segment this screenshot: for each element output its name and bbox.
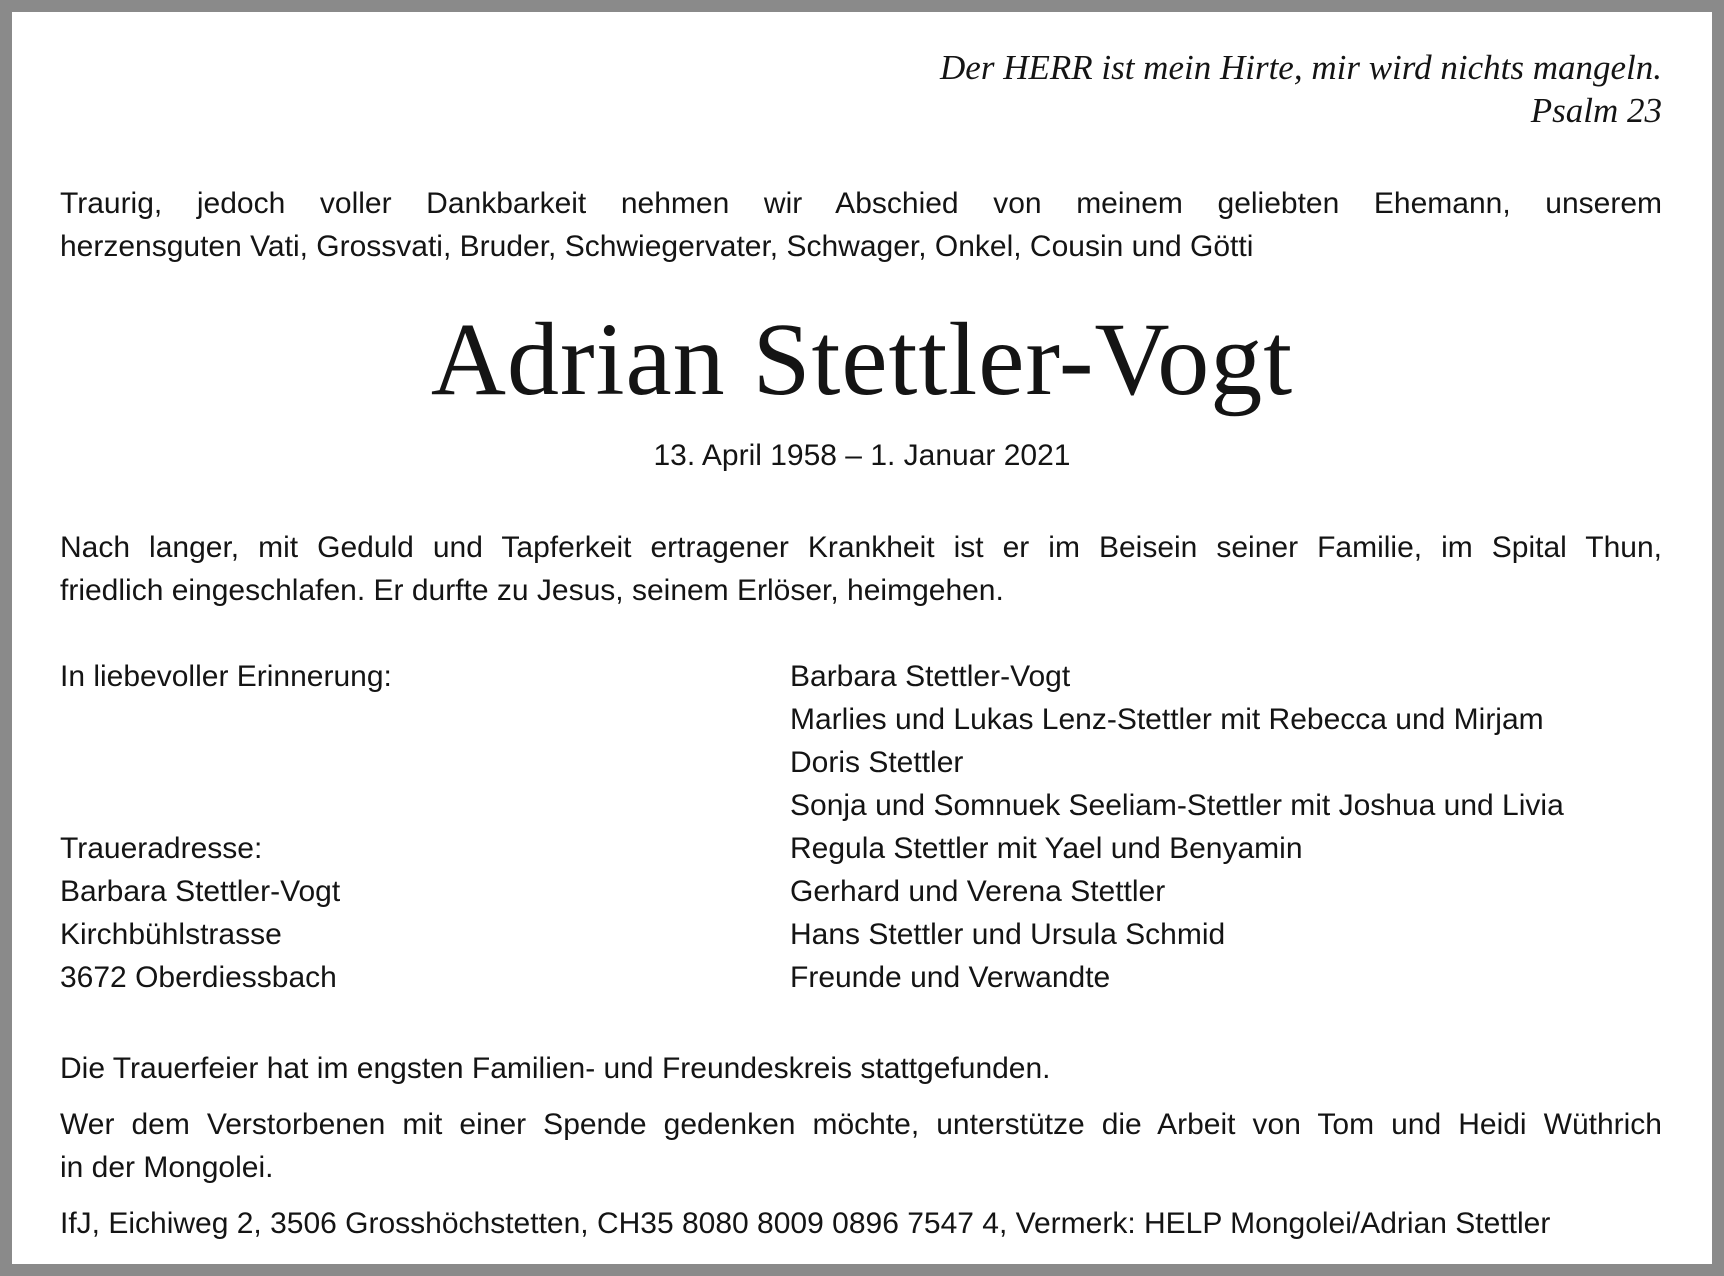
intro-paragraph (60, 182, 1662, 268)
life-dates: 13. April 1958 – 1. Januar 2021 (653, 439, 1071, 472)
address-city: 3672 Oberdiessbach (60, 961, 337, 994)
donation-line-1: Wer dem Verstorbenen mit einer Spende gedenken möchte, unterstütze die Arbeit von Tom und Heidi Wüthrich (60, 1108, 1662, 1141)
passing-line-1: Nach langer, mit Geduld und Tapferkeit ertragener Krankheit ist er im Beisein seiner Familie, im Spital Thun, (60, 531, 1662, 564)
list-item: Doris Stettler (790, 746, 964, 779)
list-item: Gerhard und Verena Stettler (790, 875, 1166, 908)
list-item: Barbara Stettler-Vogt (790, 660, 1071, 693)
verse-reference: Psalm 23 (1530, 91, 1662, 130)
obituary-notice (12, 12, 1712, 1264)
donation-paragraph (60, 1103, 1662, 1189)
address-street: Kirchbühlstrasse (60, 918, 282, 951)
verse-text: Der HERR ist mein Hirte, mir wird nichts mangeln. (940, 48, 1662, 87)
deceased-name: Adrian Stettler-Vogt (430, 302, 1294, 417)
intro-line-1: Traurig, jedoch voller Dankbarkeit nehmen wir Abschied von meinem geliebten Ehemann, unserem (60, 187, 1662, 220)
list-item: Sonja und Somnuek Seeliam-Stettler mit Joshua und Livia (790, 789, 1564, 822)
intro-line-2: herzensguten Vati, Grossvati, Bruder, Schwiegervater, Schwager, Onkel, Cousin und Götti (60, 230, 1254, 263)
list-item: Marlies und Lukas Lenz-Stettler mit Rebecca und Mirjam (790, 703, 1544, 736)
list-item: Freunde und Verwandte (790, 961, 1111, 994)
passing-paragraph (60, 526, 1662, 612)
list-item: Hans Stettler und Ursula Schmid (790, 918, 1226, 951)
list-item: Regula Stettler mit Yael und Benyamin (790, 832, 1303, 865)
address-name: Barbara Stettler-Vogt (60, 875, 341, 908)
bible-verse (940, 46, 1662, 132)
mourning-address (60, 827, 340, 999)
ceremony-note: Die Trauerfeier hat im engsten Familien- und Freundeskreis stattgefunden. (60, 1052, 1051, 1085)
memory-label: In liebevoller Erinnerung: (60, 660, 392, 693)
donation-line-2: in der Mongolei. (60, 1151, 274, 1184)
mourners-list (790, 655, 1564, 999)
bank-details: IfJ, Eichiweg 2, 3506 Grosshöchstetten, CH35 8080 8009 0896 7547 4, Vermerk: HELP Mongolei/Adrian Stettler (60, 1207, 1551, 1240)
address-label: Traueradresse: (60, 832, 263, 865)
passing-line-2: friedlich eingeschlafen. Er durfte zu Jesus, seinem Erlöser, heimgehen. (60, 574, 1004, 607)
